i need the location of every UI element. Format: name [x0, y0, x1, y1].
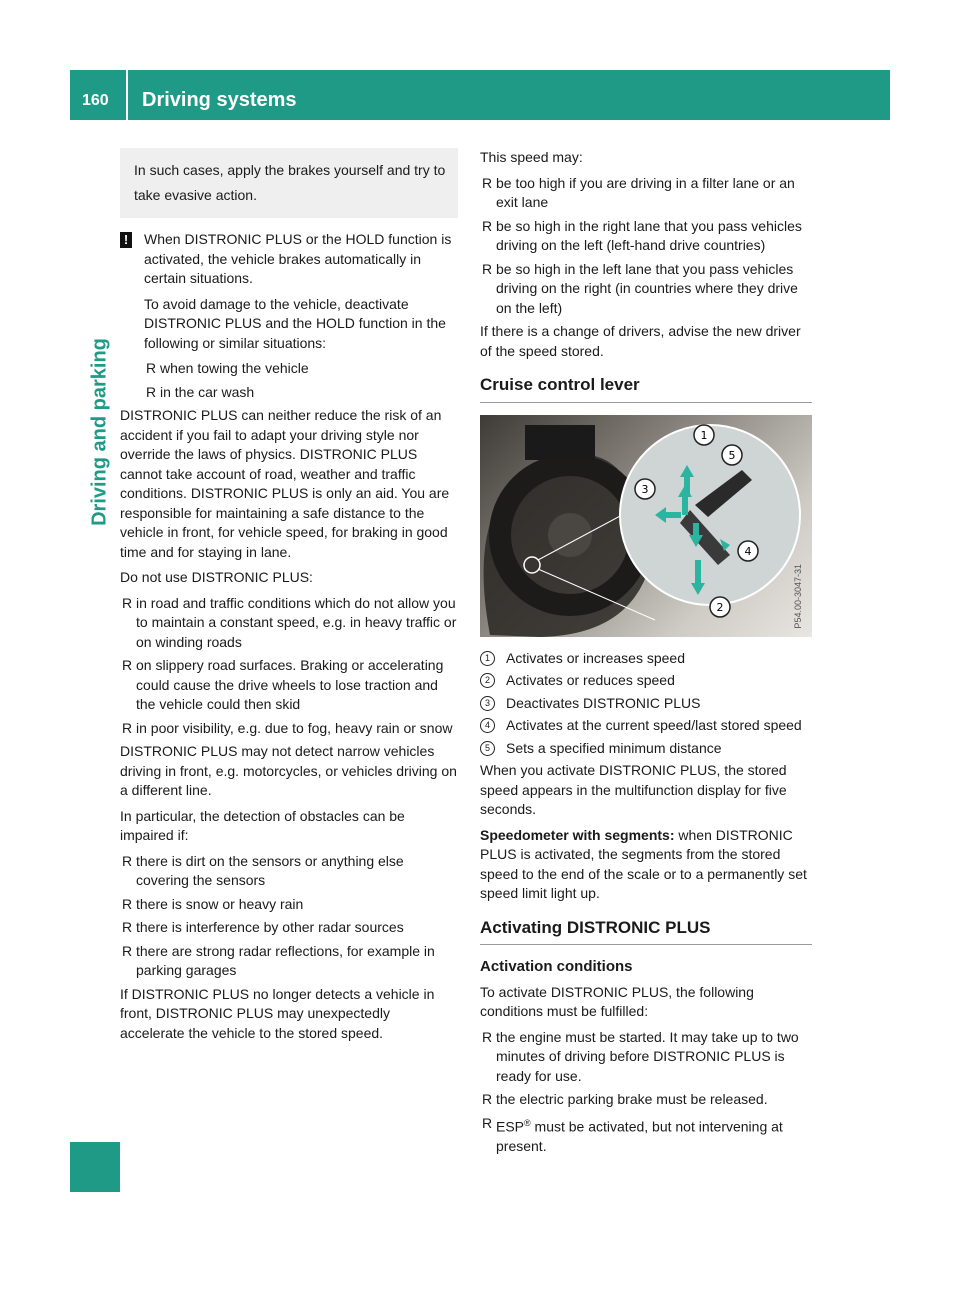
- page-number: 160: [82, 92, 109, 109]
- note-box: In such cases, apply the brakes yourself and try to take evasive action.: [120, 148, 458, 218]
- speedometer-paragraph: Speedometer with segments: when DISTRONIC PLUS is activated, the segments from the stored speed to the end of the scale or to a permanently set speed limit light up.: [480, 826, 807, 901]
- list-item: R ESP® must be activated, but not intervening at present.: [482, 1114, 783, 1154]
- side-tab-label: Driving and parking: [88, 338, 111, 526]
- list-item: R on slippery road surfaces. Braking or accelerating could cause the drive wheels to lose traction and the vehicle could then skid: [122, 657, 444, 712]
- list-item: R in road and traffic conditions which do not allow you to maintain a constant speed, e.g. in heavy traffic or on winding roads: [122, 594, 457, 650]
- side-tab-marker: [70, 1142, 120, 1192]
- callout-3: 3: [641, 482, 649, 496]
- steering-wheel-illustration: [480, 415, 812, 637]
- callout-5: 5: [728, 448, 736, 462]
- callout-item: 1 Activates or increases speed: [480, 649, 812, 669]
- paragraph: DISTRONIC PLUS can neither reduce the risk of an accident if you fail to adapt your driving style nor override the laws of physics. DISTRONIC PLUS cannot take account of road, weather and traffic conditions. DISTRONIC PLUS is only an aid. You are responsible for maintaining a safe distance to the vehicle in front, for vehicle speed, for braking in good time and for staying in lane.: [120, 407, 450, 560]
- do-not-use-list: [120, 594, 458, 739]
- left-column: [120, 148, 458, 1049]
- heading-cruise-control-lever: Cruise control lever: [480, 375, 812, 403]
- list-item: R there are strong radar reflections, for example in parking garages: [122, 942, 435, 978]
- conditions-list: [480, 1028, 812, 1157]
- callout-item: 2 Activates or reduces speed: [480, 671, 812, 691]
- warning-icon: !: [120, 232, 132, 248]
- list-item: R there is interference by other radar sources: [122, 919, 404, 935]
- paragraph: In particular, the detection of obstacles can be impaired if:: [120, 807, 405, 843]
- list-item: R be too high if you are driving in a filter lane or an exit lane: [482, 174, 795, 210]
- list-item: R there is snow or heavy rain: [122, 895, 304, 912]
- heading-activating-distronic: Activating DISTRONIC PLUS: [480, 918, 812, 946]
- callout-1: 1: [700, 428, 708, 442]
- list-item: R be so high in the right lane that you pass vehicles driving on the left (left-hand drive countries): [482, 217, 802, 253]
- paragraph: If DISTRONIC PLUS no longer detects a vehicle in front, DISTRONIC PLUS may unexpectedly accelerate the vehicle to the stored speed.: [120, 985, 435, 1041]
- warning-followup: To avoid damage to the vehicle, deactivate DISTRONIC PLUS and the HOLD function in the following or similar situations:: [144, 295, 446, 351]
- callout-item: 4 Activates at the current speed/last stored speed: [480, 716, 812, 736]
- paragraph: DISTRONIC PLUS may not detect narrow vehicles driving in front, e.g. motorcycles, or vehicles driving on a different line.: [120, 743, 457, 798]
- paragraph: This speed may:: [480, 149, 583, 165]
- header-bar: [70, 70, 890, 120]
- speed-list: [480, 174, 812, 319]
- callout-list: [480, 649, 812, 759]
- paragraph: To activate DISTRONIC PLUS, the following conditions must be fulfilled:: [480, 983, 754, 1019]
- section-title: Driving systems: [142, 89, 297, 111]
- callout-4: 4: [744, 544, 752, 558]
- callout-item: 3 Deactivates DISTRONIC PLUS: [480, 694, 812, 714]
- warning-list: [120, 359, 458, 402]
- paragraph: Do not use DISTRONIC PLUS:: [120, 569, 313, 585]
- list-item: R when towing the vehicle: [146, 360, 309, 376]
- list-item: R in poor visibility, e.g. due to fog, heavy rain or snow: [122, 719, 453, 736]
- warning-text: When DISTRONIC PLUS or the HOLD function is activated, the vehicle brakes automatically in certain situations.: [144, 231, 452, 286]
- right-column: [480, 148, 812, 1160]
- list-item: R there is dirt on the sensors or anything else covering the sensors: [122, 852, 404, 888]
- figure-code: P54.00-3047-31: [792, 563, 803, 629]
- paragraph: If there is a change of drivers, advise the new driver of the speed stored.: [480, 323, 801, 359]
- speedometer-label: Speedometer with segments:: [480, 826, 675, 843]
- paragraph: When you activate DISTRONIC PLUS, the stored speed appears in the multifunction display for five seconds.: [480, 762, 787, 817]
- impaired-list: [120, 852, 458, 981]
- list-item: R the engine must be started. It may take up to two minutes of driving before DISTRONIC PLUS is ready for use.: [482, 1028, 799, 1084]
- list-item: R in the car wash: [146, 383, 255, 400]
- callout-2: 2: [716, 600, 724, 614]
- header-divider: [126, 70, 128, 120]
- list-item: R the electric parking brake must be released.: [482, 1091, 768, 1107]
- list-item: R be so high in the left lane that you pass vehicles driving on the right (in countries where they drive on the left): [482, 260, 798, 316]
- heading-activation-conditions: Activation conditions: [480, 958, 633, 975]
- cruise-control-lever-figure: [480, 415, 812, 637]
- warning-paragraph: [120, 230, 458, 289]
- callout-item: 5 Sets a specified minimum distance: [480, 739, 812, 759]
